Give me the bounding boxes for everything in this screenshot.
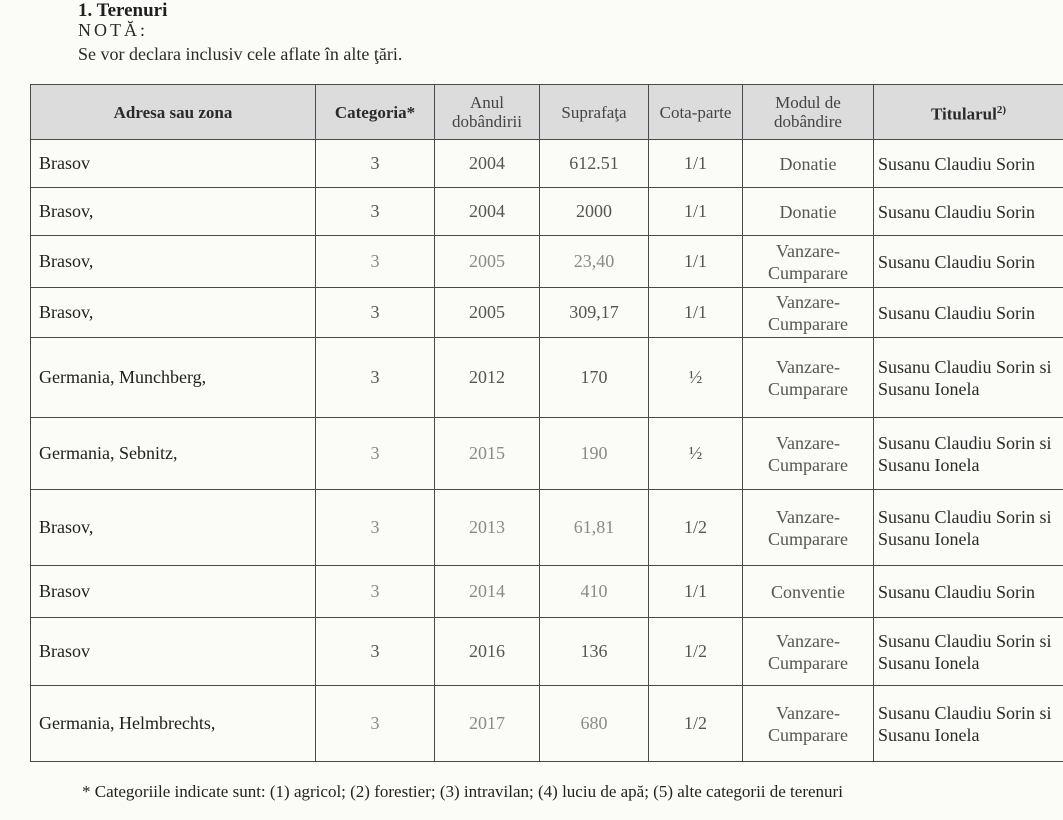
cell-cota: 1/1 bbox=[649, 188, 743, 236]
table-row bbox=[31, 618, 1063, 686]
land-table-container bbox=[30, 84, 1063, 762]
cell-modul: Vanzare-Cumparare bbox=[743, 288, 874, 338]
cell-anul: 2015 bbox=[435, 418, 540, 490]
cell-modul: Conventie bbox=[743, 566, 874, 618]
header-categoria: Categoria* bbox=[316, 85, 435, 140]
cell-anul: 2017 bbox=[435, 686, 540, 762]
land-table bbox=[30, 84, 1063, 762]
header-anul: Anul dobândirii bbox=[435, 85, 540, 140]
table-row bbox=[31, 140, 1063, 188]
cell-anul: 2004 bbox=[435, 140, 540, 188]
nota-text: Se vor declara inclusiv cele aflate în alte ţări. bbox=[78, 44, 403, 64]
cell-cota: 1/2 bbox=[649, 490, 743, 566]
cell-anul: 2016 bbox=[435, 618, 540, 686]
cell-suprafata: 136 bbox=[540, 618, 649, 686]
nota-label: NOTĂ: bbox=[78, 20, 148, 40]
table-row bbox=[31, 566, 1063, 618]
header-modul: Modul de dobândire bbox=[743, 85, 874, 140]
cell-modul: Vanzare-Cumparare bbox=[743, 236, 874, 288]
cell-categoria: 3 bbox=[316, 686, 435, 762]
cell-suprafata: 61,81 bbox=[540, 490, 649, 566]
header-titularul-sup: 2) bbox=[996, 103, 1006, 116]
cell-titular: Susanu Claudiu Sorin bbox=[874, 566, 1063, 618]
header-titularul bbox=[874, 85, 1063, 140]
cell-adresa: Brasov bbox=[31, 140, 316, 188]
cell-modul: Vanzare-Cumparare bbox=[743, 338, 874, 418]
cell-titular: Susanu Claudiu Sorin bbox=[874, 140, 1063, 188]
cell-adresa: Brasov bbox=[31, 566, 316, 618]
cell-categoria: 3 bbox=[316, 618, 435, 686]
cell-titular: Susanu Claudiu Sorin si Susanu Ionela bbox=[874, 418, 1063, 490]
cell-titular: Susanu Claudiu Sorin si Susanu Ionela bbox=[874, 686, 1063, 762]
cell-adresa: Germania, Munchberg, bbox=[31, 338, 316, 418]
cell-adresa: Brasov, bbox=[31, 288, 316, 338]
table-header-row bbox=[31, 85, 1063, 140]
cell-categoria: 3 bbox=[316, 566, 435, 618]
cell-cota: 1/2 bbox=[649, 686, 743, 762]
cell-suprafata: 2000 bbox=[540, 188, 649, 236]
header-suprafata: Suprafaţa bbox=[540, 85, 649, 140]
cell-categoria: 3 bbox=[316, 418, 435, 490]
cell-categoria: 3 bbox=[316, 338, 435, 418]
cell-modul: Vanzare-Cumparare bbox=[743, 418, 874, 490]
cell-modul: Donatie bbox=[743, 140, 874, 188]
cell-suprafata: 190 bbox=[540, 418, 649, 490]
footnote: * Categoriile indicate sunt: (1) agricol; (2) forestier; (3) intravilan; (4) luciu de apă; (5) alte categorii de terenuri bbox=[82, 782, 843, 801]
cell-titular: Susanu Claudiu Sorin bbox=[874, 236, 1063, 288]
cell-categoria: 3 bbox=[316, 140, 435, 188]
cell-cota: 1/1 bbox=[649, 140, 743, 188]
cell-titular: Susanu Claudiu Sorin si Susanu Ionela bbox=[874, 490, 1063, 566]
cell-titular: Susanu Claudiu Sorin si Susanu Ionela bbox=[874, 338, 1063, 418]
table-row bbox=[31, 418, 1063, 490]
cell-anul: 2012 bbox=[435, 338, 540, 418]
cell-anul: 2014 bbox=[435, 566, 540, 618]
cell-categoria: 3 bbox=[316, 288, 435, 338]
cell-adresa: Brasov, bbox=[31, 236, 316, 288]
cell-adresa: Germania, Helmbrechts, bbox=[31, 686, 316, 762]
cell-suprafata: 23,40 bbox=[540, 236, 649, 288]
cell-categoria: 3 bbox=[316, 236, 435, 288]
cell-adresa: Brasov, bbox=[31, 188, 316, 236]
cell-anul: 2013 bbox=[435, 490, 540, 566]
table-row bbox=[31, 236, 1063, 288]
table-row bbox=[31, 188, 1063, 236]
cell-cota: 1/1 bbox=[649, 566, 743, 618]
cell-modul: Donatie bbox=[743, 188, 874, 236]
cell-cota: 1/1 bbox=[649, 236, 743, 288]
cell-anul: 2005 bbox=[435, 236, 540, 288]
table-row bbox=[31, 686, 1063, 762]
cell-titular: Susanu Claudiu Sorin bbox=[874, 288, 1063, 338]
cell-suprafata: 410 bbox=[540, 566, 649, 618]
table-row bbox=[31, 490, 1063, 566]
cell-suprafata: 680 bbox=[540, 686, 649, 762]
cell-titular: Susanu Claudiu Sorin si Susanu Ionela bbox=[874, 618, 1063, 686]
header-titularul-label: Titularul bbox=[931, 104, 997, 124]
cell-suprafata: 612.51 bbox=[540, 140, 649, 188]
cell-suprafata: 170 bbox=[540, 338, 649, 418]
cell-anul: 2005 bbox=[435, 288, 540, 338]
cell-titular: Susanu Claudiu Sorin bbox=[874, 188, 1063, 236]
cell-categoria: 3 bbox=[316, 490, 435, 566]
cell-modul: Vanzare-Cumparare bbox=[743, 490, 874, 566]
cell-cota: ½ bbox=[649, 338, 743, 418]
header-cota: Cota-parte bbox=[649, 85, 743, 140]
section-title: 1. Terenuri bbox=[78, 0, 168, 21]
table-body bbox=[31, 140, 1063, 762]
header-adresa: Adresa sau zona bbox=[31, 85, 316, 140]
table-row bbox=[31, 338, 1063, 418]
table-row bbox=[31, 288, 1063, 338]
cell-modul: Vanzare-Cumparare bbox=[743, 618, 874, 686]
cell-adresa: Brasov, bbox=[31, 490, 316, 566]
cell-categoria: 3 bbox=[316, 188, 435, 236]
cell-cota: 1/1 bbox=[649, 288, 743, 338]
cell-cota: ½ bbox=[649, 418, 743, 490]
cell-suprafata: 309,17 bbox=[540, 288, 649, 338]
cell-modul: Vanzare-Cumparare bbox=[743, 686, 874, 762]
cell-adresa: Germania, Sebnitz, bbox=[31, 418, 316, 490]
cell-cota: 1/2 bbox=[649, 618, 743, 686]
cell-adresa: Brasov bbox=[31, 618, 316, 686]
cell-anul: 2004 bbox=[435, 188, 540, 236]
